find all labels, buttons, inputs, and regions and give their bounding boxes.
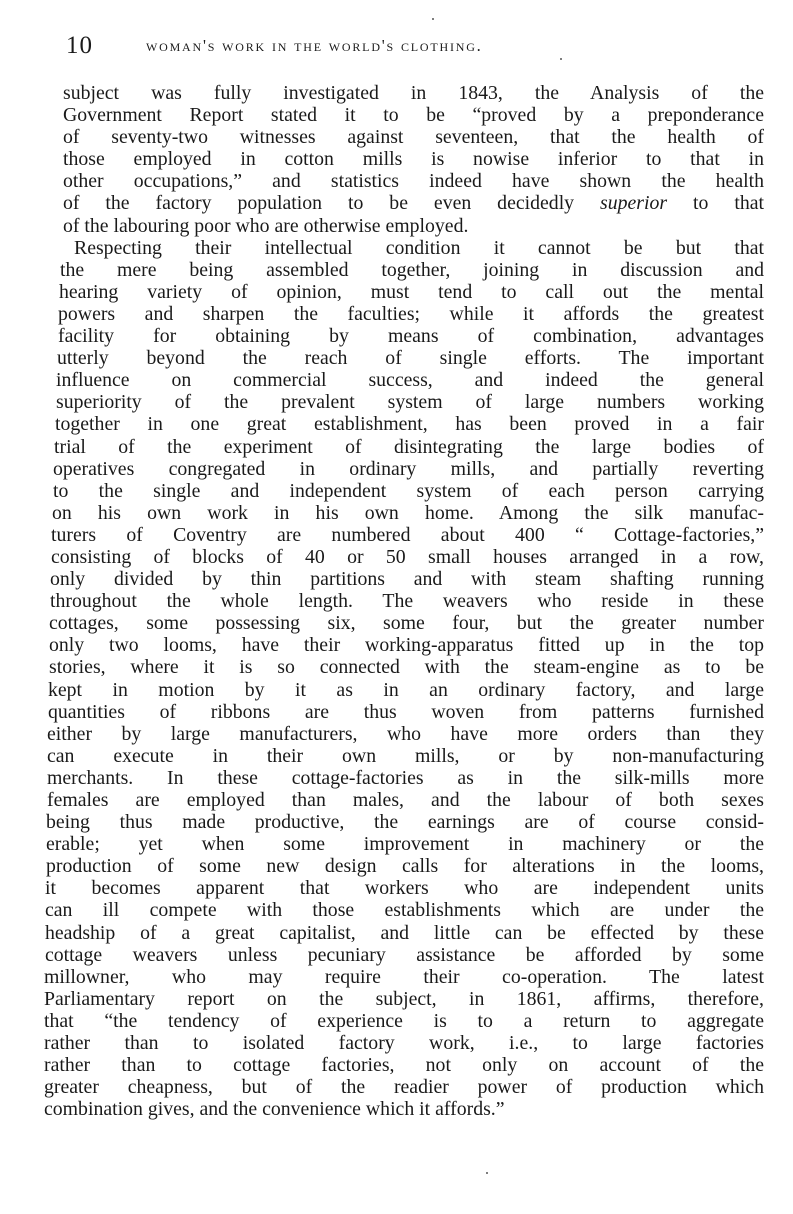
- text-line: trial of the experiment of disintegrating the large bodies of: [54, 435, 764, 458]
- text-line: those employed in cotton mills is nowise inferior to that in: [63, 148, 764, 171]
- text-line: it becomes apparent that workers who are independent units: [45, 877, 764, 900]
- body-text: [44, 82, 764, 1120]
- text-line: operatives congregated in ordinary mills, and partially reverting: [53, 457, 764, 480]
- text-line: powers and sharpen the faculties; while it affords the greatest: [58, 302, 764, 325]
- paragraph-start-line: Respecting their intellectual condition it cannot be but that: [74, 236, 764, 259]
- text-line: consisting of blocks of 40 or 50 small houses arranged in a row,: [51, 545, 764, 568]
- text-line: either by large manufacturers, who have more orders than they: [47, 722, 764, 745]
- text-line: turers of Coventry are numbered about 400 “ Cottage-factories,”: [51, 523, 764, 546]
- text-line: millowner, who may require their co-operation. The latest: [44, 965, 764, 988]
- page-number: 10: [66, 32, 93, 59]
- text-line: on his own work in his own home. Among the silk manufac-: [52, 501, 764, 524]
- text-line: kept in motion by it as in an ordinary factory, and large: [48, 678, 764, 701]
- text-line: the mere being assembled together, joining in discussion and: [60, 258, 764, 281]
- text-line: quantities of ribbons are thus woven from patterns furnished: [48, 700, 764, 723]
- text-line: only divided by thin partitions and with steam shafting running: [50, 568, 764, 591]
- text-line: can execute in their own mills, or by non-manufacturing: [47, 744, 764, 767]
- italic-word: superior: [600, 192, 668, 215]
- text-line: of the labouring poor who are otherwise employed.: [63, 214, 469, 237]
- text-line: erable; yet when some improvement in machinery or the: [46, 833, 764, 856]
- text-line: other occupations,” and statistics indeed have shown the health: [63, 170, 764, 193]
- text-line: greater cheapness, but of the readier power of production which: [44, 1076, 764, 1099]
- print-speck: [432, 18, 434, 20]
- text-line: Parliamentary report on the subject, in 1861, affirms, therefore,: [44, 987, 764, 1010]
- text-line: facility for obtaining by means of combination, advantages: [58, 325, 764, 348]
- text-line: Government Report stated it to be “proved by a preponderance: [63, 104, 764, 127]
- text-line: superiority of the prevalent system of large numbers working: [56, 391, 764, 414]
- text-segment: of the factory population to be even decidedly: [63, 192, 575, 215]
- text-line: cottage weavers unless pecuniary assistance be afforded by some: [45, 943, 764, 966]
- text-line: headship of a great capitalist, and little can be effected by these: [45, 921, 764, 944]
- text-line-with-italic: [44, 192, 764, 214]
- text-line: together in one great establishment, has been proved in a fair: [55, 413, 764, 436]
- text-line: throughout the whole length. The weavers who reside in these: [50, 590, 764, 613]
- page-header: [66, 30, 746, 66]
- running-title: woman's work in the world's clothing.: [146, 36, 483, 55]
- text-segment: to that: [693, 192, 764, 215]
- text-line: being thus made productive, the earnings are of course consid-: [46, 811, 764, 834]
- text-line: production of some new design calls for alterations in the looms,: [46, 855, 764, 878]
- text-line: that “the tendency of experience is to a return to aggregate: [44, 1009, 764, 1032]
- text-line: only two looms, have their working-apparatus fitted up in the top: [49, 634, 764, 657]
- text-line: can ill compete with those establishments which are under the: [45, 899, 764, 922]
- text-line: hearing variety of opinion, must tend to call out the mental: [59, 280, 764, 303]
- text-line: rather than to isolated factory work, i.e., to large factories: [44, 1032, 764, 1055]
- text-line: cottages, some possessing six, some four, but the greater number: [49, 612, 764, 635]
- text-line: subject was fully investigated in 1843, the Analysis of the: [63, 82, 764, 104]
- print-speck: [560, 58, 562, 60]
- text-line: utterly beyond the reach of single efforts. The important: [57, 347, 764, 370]
- text-line: to the single and independent system of each person carrying: [53, 479, 764, 502]
- print-speck: [486, 1172, 488, 1174]
- text-line: influence on commercial success, and indeed the general: [56, 369, 764, 392]
- text-line: rather than to cottage factories, not only on account of the: [44, 1054, 764, 1077]
- text-line: combination gives, and the convenience which it affords.”: [44, 1098, 505, 1121]
- text-line: females are employed than males, and the labour of both sexes: [47, 789, 764, 811]
- text-line: merchants. In these cottage-factories as in the silk-mills more: [47, 766, 764, 789]
- text-line: stories, where it is so connected with the steam-engine as to be: [49, 656, 764, 679]
- text-line: of seventy-two witnesses against seventeen, that the health of: [63, 126, 764, 149]
